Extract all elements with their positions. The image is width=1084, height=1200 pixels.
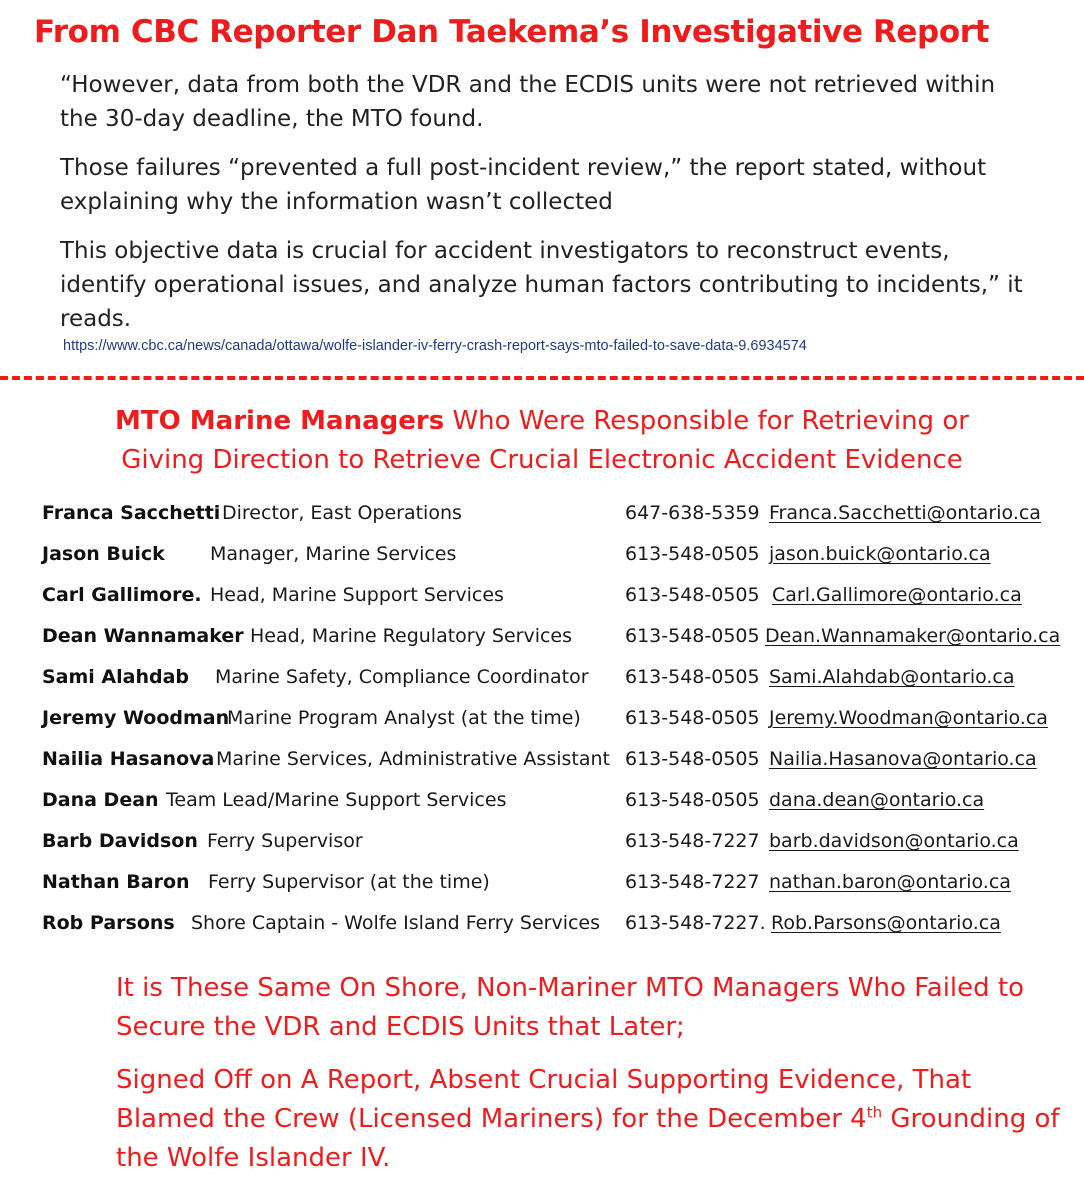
manager-row xyxy=(0,703,1084,733)
manager-row xyxy=(0,539,1084,569)
manager-row xyxy=(0,498,1084,528)
manager-phone: 613-548-0505 xyxy=(625,625,760,647)
manager-name: Sami Alahdab xyxy=(42,666,190,688)
manager-role: Shore Captain - Wolfe Island Ferry Services xyxy=(191,912,601,934)
manager-phone: 613-548-0505 xyxy=(625,584,760,606)
manager-row xyxy=(0,908,1084,938)
manager-name: Jeremy Woodman xyxy=(42,707,230,729)
manager-name: Barb Davidson xyxy=(42,830,198,852)
dashed-divider xyxy=(0,376,1084,380)
conclusion-text-end: Grounding of the Wolfe Islander IV. xyxy=(116,1104,1060,1173)
quote-paragraph-3: This objective data is crucial for accident investigators to reconstruct events, identify operational issues, and analyze human factors contributing to incidents,” it reads. xyxy=(60,238,1023,332)
conclusion-paragraph-2 xyxy=(116,1061,1076,1178)
ordinal-suffix: th xyxy=(866,1103,883,1122)
manager-row xyxy=(0,785,1084,815)
manager-phone: 613-548-7227 xyxy=(625,830,760,852)
heading-rest-text: Who Were Responsible for Retrieving or xyxy=(444,406,969,436)
manager-role: Ferry Supervisor (at the time) xyxy=(208,871,490,893)
manager-phone: 613-548-0505 xyxy=(625,748,760,770)
manager-email[interactable]: barb.davidson@ontario.ca xyxy=(769,830,1019,852)
manager-name: Franca Sacchetti xyxy=(42,502,221,524)
manager-row xyxy=(0,826,1084,856)
manager-email[interactable]: Jeremy.Woodman@ontario.ca xyxy=(769,707,1048,729)
manager-email[interactable]: Rob.Parsons@ontario.ca xyxy=(771,912,1001,934)
manager-role: Marine Program Analyst (at the time) xyxy=(227,707,581,729)
manager-email[interactable]: nathan.baron@ontario.ca xyxy=(769,871,1011,893)
manager-name: Dean Wannamaker xyxy=(42,625,244,647)
manager-phone: 613-548-0505 xyxy=(625,666,760,688)
manager-row xyxy=(0,662,1084,692)
manager-role: Director, East Operations xyxy=(222,502,462,524)
page-title: From CBC Reporter Dan Taekema’s Investigative Report xyxy=(34,14,990,50)
manager-name: Rob Parsons xyxy=(42,912,175,934)
manager-email[interactable]: Franca.Sacchetti@ontario.ca xyxy=(769,502,1041,524)
manager-phone: 613-548-7227. xyxy=(625,912,766,934)
manager-email[interactable]: Nailia.Hasanova@ontario.ca xyxy=(769,748,1037,770)
manager-name: Jason Buick xyxy=(42,543,165,565)
manager-phone: 613-548-0505 xyxy=(625,543,760,565)
section-heading-line-2: Giving Direction to Retrieve Crucial Electronic Accident Evidence xyxy=(121,445,963,475)
conclusion-text: Signed Off on A Report, Absent Crucial Supporting Evidence, That Blamed the Crew (Licensed Mariners) for the December 4 xyxy=(116,1065,972,1134)
manager-role: Marine Services, Administrative Assistant xyxy=(216,748,610,770)
manager-row xyxy=(0,621,1084,651)
manager-role: Ferry Supervisor xyxy=(207,830,363,852)
manager-row xyxy=(0,580,1084,610)
quote-paragraph-2: Those failures “prevented a full post-incident review,” the report stated, without explaining why the information wasn’t collected xyxy=(60,155,987,215)
manager-email[interactable]: dana.dean@ontario.ca xyxy=(769,789,985,811)
quote-paragraph-1: “However, data from both the VDR and the ECDIS units were not retrieved within the 30-day deadline, the MTO found. xyxy=(60,72,996,132)
section-heading-line-1 xyxy=(0,406,1084,436)
source-url[interactable]: https://www.cbc.ca/news/canada/ottawa/wolfe-islander-iv-ferry-crash-report-says-mto-failed-to-save-data-9.6934574 xyxy=(63,338,807,354)
manager-email[interactable]: Sami.Alahdab@ontario.ca xyxy=(769,666,1015,688)
manager-phone: 613-548-7227 xyxy=(625,871,760,893)
manager-row xyxy=(0,867,1084,897)
manager-name: Nathan Baron xyxy=(42,871,190,893)
manager-email[interactable]: Carl.Gallimore@ontario.ca xyxy=(772,584,1022,606)
manager-role: Manager, Marine Services xyxy=(210,543,457,565)
conclusion-paragraph-1: It is These Same On Shore, Non-Mariner MTO Managers Who Failed to Secure the VDR and ECDIS Units that Later; xyxy=(116,973,1025,1042)
manager-role: Head, Marine Support Services xyxy=(210,584,504,606)
manager-name: Dana Dean xyxy=(42,789,159,811)
manager-phone: 613-548-0505 xyxy=(625,707,760,729)
manager-role: Team Lead/Marine Support Services xyxy=(166,789,507,811)
manager-phone: 647-638-5359 xyxy=(625,502,760,524)
manager-email[interactable]: jason.buick@ontario.ca xyxy=(769,543,991,565)
manager-role: Marine Safety, Compliance Coordinator xyxy=(215,666,589,688)
manager-email[interactable]: Dean.Wannamaker@ontario.ca xyxy=(765,625,1061,647)
heading-bold-text: MTO Marine Managers xyxy=(115,406,445,436)
manager-name: Nailia Hasanova xyxy=(42,748,215,770)
manager-name: Carl Gallimore. xyxy=(42,584,202,606)
manager-row xyxy=(0,744,1084,774)
manager-phone: 613-548-0505 xyxy=(625,789,760,811)
manager-role: Head, Marine Regulatory Services xyxy=(250,625,573,647)
